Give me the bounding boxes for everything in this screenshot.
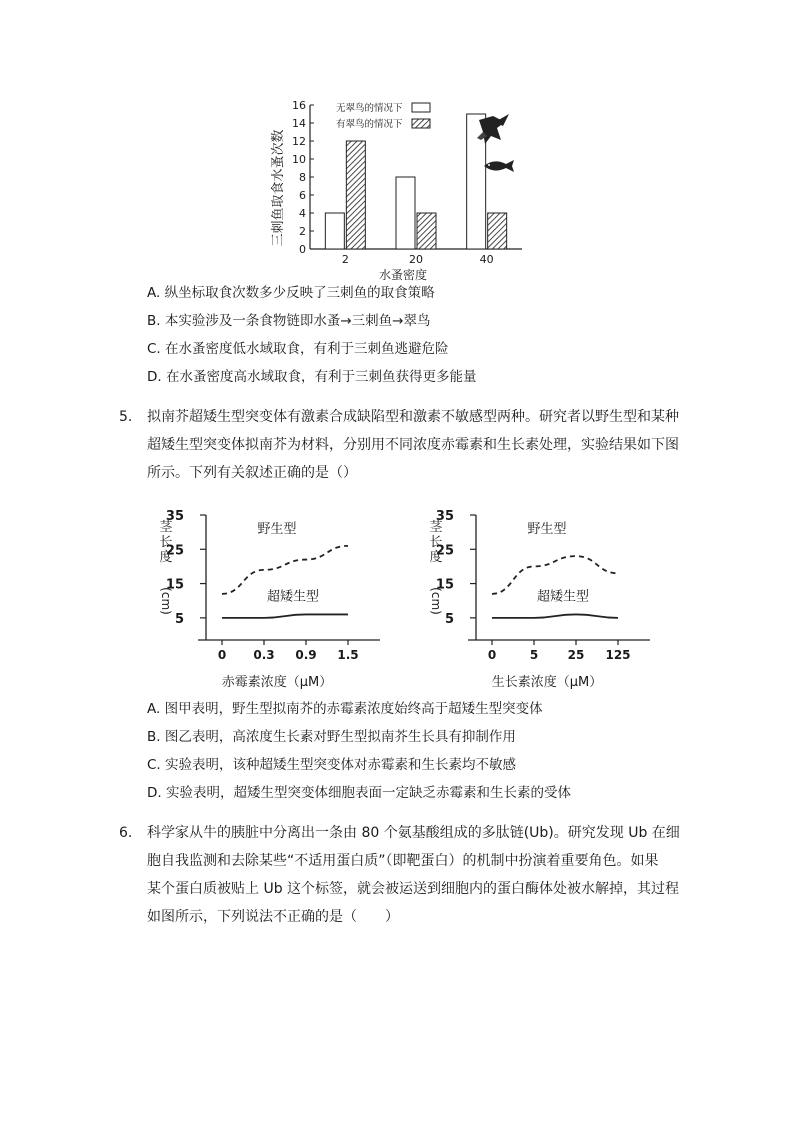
legend-swatch-with-kingfisher (412, 119, 430, 128)
q5-stem-line-3: 所示。下列有关叙述正确的是（） (147, 465, 357, 481)
q4-option-c[interactable]: C. 在水蚤密度低水域取食，有利于三刺鱼逃避危险 (147, 341, 449, 357)
auxin-chart-y-tick-label: 25 (435, 543, 454, 559)
legend-label-no-kingfisher: 无翠鸟的情况下 (336, 103, 403, 114)
bar-with-kingfisher (346, 141, 365, 249)
bar-no-kingfisher (325, 213, 344, 249)
bar-chart-y-tick-label: 4 (299, 207, 306, 220)
gibberellin-chart-x-tick-label: 0.3 (253, 648, 275, 662)
q4-option-b[interactable]: B. 本实验涉及一条食物链即水蚤→三刺鱼→翠鸟 (147, 313, 431, 329)
bar-chart-x-tick-label: 2 (341, 253, 349, 266)
gibberellin-chart-x-tick-label: 0.9 (295, 648, 317, 662)
auxin-chart-x-tick-label: 0 (487, 648, 497, 662)
gibberellin-chart-series-wild-type (222, 546, 348, 594)
q5-option-a[interactable]: A. 图甲表明，野生型拟南芥的赤霉素浓度始终高于超矮生型突变体 (147, 701, 543, 717)
auxin-chart-x-tick-label: 5 (529, 648, 539, 662)
q5-option-d[interactable]: D. 实验表明，超矮生型突变体细胞表面一定缺乏赤霉素和生长素的受体 (147, 785, 571, 801)
gibberellin-chart-y-tick-label: 35 (165, 509, 184, 524)
q5-stem-line-2: 超矮生型突变体拟南芥为材料，分别用不同浓度赤霉素和生长素处理，实验结果如下图 (147, 437, 679, 453)
bar-chart-y-label: 三刺鱼取食水蚤次数 (271, 129, 286, 247)
bar-chart-x-label: 水蚤密度 (378, 268, 428, 282)
bar-chart-y-tick-label: 16 (292, 99, 306, 112)
bar-chart-y-tick-label: 8 (299, 171, 306, 184)
gibberellin-chart-x-tick-label: 0 (217, 648, 227, 662)
gibberellin-chart-y-tick-label: 5 (174, 611, 184, 627)
gibberellin-chart-series-dwarf (222, 614, 348, 617)
q5-option-b[interactable]: B. 图乙表明，高浓度生长素对野生型拟南芥生长具有抑制作用 (147, 729, 516, 745)
auxin-chart-series-wild-type (492, 556, 618, 594)
bar-no-kingfisher (396, 177, 415, 249)
q6-stem-line-2: 胞自我监测和去除某些“不适用蛋白质”（即靶蛋白）的机制中扮演着重要角色。如果 (147, 853, 659, 869)
bar-chart-legend (336, 102, 430, 130)
q5-option-c[interactable]: C. 实验表明，该种超矮生型突变体对赤霉素和生长素均不敏感 (147, 757, 517, 773)
gibberellin-chart-x-tick-label: 1.5 (337, 648, 359, 662)
auxin-line-chart (420, 505, 650, 690)
gibberellin-line-chart (150, 505, 380, 690)
auxin-chart-x-tick-label: 125 (605, 648, 631, 662)
q6-stem-line-1: 科学家从牛的胰脏中分离出一条由 80 个氨基酸组成的多肽链(Ub)。研究发现 Ub 在细 (147, 825, 680, 841)
legend-label-with-kingfisher: 有翠鸟的情况下 (336, 119, 403, 130)
bar-chart-x-tick-label: 20 (409, 253, 423, 266)
bar-chart-y-tick-label: 12 (292, 135, 306, 148)
gibberellin-chart-y-tick-label: 25 (165, 543, 184, 559)
bar-with-kingfisher (417, 213, 436, 249)
legend-swatch-no-kingfisher (412, 103, 430, 112)
auxin-chart-series-label-wild-type: 野生型 (527, 522, 567, 537)
gibberellin-chart-y-unit: (cm) (159, 587, 173, 615)
gibberellin-chart-y-label: 茎长度 (159, 520, 173, 565)
q6-stem-line-3: 某个蛋白质被贴上 Ub 这个标签，就会被运送到细胞内的蛋白酶体处被水解掉，其过程 (147, 881, 680, 897)
q4-option-d[interactable]: D. 在水蚤密度高水域取食，有利于三刺鱼获得更多能量 (147, 369, 477, 385)
auxin-chart-y-unit: (cm) (429, 587, 443, 615)
auxin-chart-x-tick-label: 25 (567, 648, 585, 662)
gibberellin-chart-series-label-dwarf: 超矮生型 (266, 589, 320, 605)
gibberellin-chart-y-tick-label: 15 (165, 577, 184, 593)
auxin-chart-y-label: 茎长度 (429, 520, 443, 565)
gibberellin-chart-x-label: 赤霉素浓度（μM） (221, 675, 333, 690)
bar-chart-y-tick-label: 0 (299, 243, 306, 256)
auxin-chart-series-label-dwarf: 超矮生型 (536, 589, 590, 605)
bar-chart-y-tick-label: 6 (299, 189, 306, 202)
bar-chart-y-tick-label: 14 (292, 117, 306, 130)
auxin-chart-y-tick-label: 15 (435, 577, 454, 593)
bar-chart-figure (260, 96, 540, 282)
q5-stem-line-1: 拟南芥超矮生型突变体有激素合成缺陷型和激素不敏感型两种。研究者以野生型和某种 (147, 409, 679, 425)
auxin-chart-y-tick-label: 5 (444, 611, 454, 627)
q4-option-a[interactable]: A. 纵坐标取食次数多少反映了三刺鱼的取食策略 (147, 285, 435, 301)
auxin-chart-series-dwarf (492, 614, 618, 617)
q6-stem-line-4: 如图所示，下列说法不正确的是（ ） (147, 909, 399, 925)
bar-chart-y-tick-label: 2 (299, 225, 306, 238)
bar-chart-y-tick-label: 10 (292, 153, 306, 166)
q5-number: 5. (119, 409, 133, 425)
q6-number: 6. (119, 825, 133, 841)
auxin-chart-x-label: 生长素浓度（μM） (491, 675, 603, 690)
fish-illustration (484, 160, 514, 172)
bar-with-kingfisher (488, 213, 507, 249)
bar-chart-x-tick-label: 40 (479, 253, 494, 266)
gibberellin-chart-series-label-wild-type: 野生型 (257, 522, 297, 537)
auxin-chart-y-tick-label: 35 (435, 509, 454, 524)
